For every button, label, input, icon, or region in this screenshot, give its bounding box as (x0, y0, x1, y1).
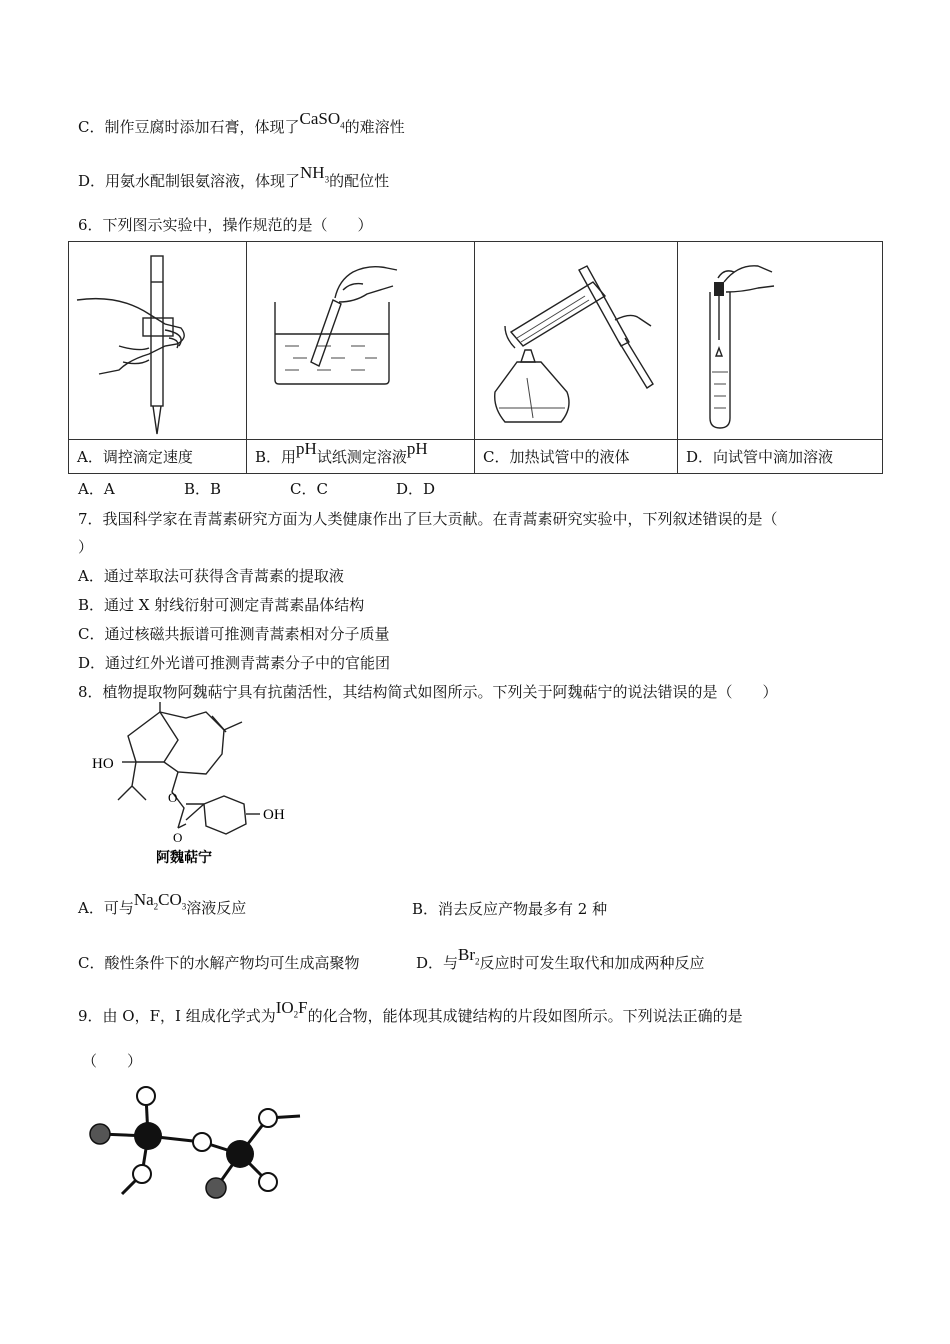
figure-dropper (678, 242, 883, 440)
caption-d: D．向试管中滴加溶液 (678, 440, 883, 474)
choice-b[interactable]: B．B (184, 480, 222, 498)
structure-figure (88, 700, 308, 870)
q8-stem: 8．植物提取物阿魏萜宁具有抗菌活性，其结构简式如图所示。下列关于阿魏萜宁的说法错误的是（ ） (78, 683, 778, 701)
label-ho: HO (92, 756, 114, 772)
q7-option-a: A．通过萃取法可获得含青蒿素的提取液 (78, 567, 344, 585)
q9-stem: 9．由 O，F，I 组成化学式为$IO_2F$的化合物，能体现其成键结构的片段如图所示。下列说法正确的是 (78, 998, 743, 1025)
q7-option-d: D．通过红外光谱可推测青蒿素分子中的官能团 (78, 654, 391, 672)
choice-d[interactable]: D．D (396, 480, 436, 498)
caption-b: B．用pH试纸测定溶液pH (247, 440, 475, 474)
label-ester-o: O (168, 790, 178, 805)
q8-option-c: C．酸性条件下的水解产物均可生成高聚物 (78, 954, 360, 972)
chem-formula: $IO_2F$ (275, 998, 308, 1020)
structure-caption: 阿魏萜宁 (156, 850, 212, 866)
q7-stem: 7．我国科学家在青蒿素研究方面为人类健康作出了巨大贡献。在青蒿素研究实验中，下列叙述错误的是（ (78, 510, 778, 528)
choice-c[interactable]: C．C (290, 480, 328, 498)
q6-stem: 6．下列图示实验中，操作规范的是（ ） (78, 216, 373, 234)
label-oh: OH (263, 807, 285, 823)
q5-option-d: D．用氨水配制银氨溶液，体现了$NH_3$的配位性 (78, 163, 390, 190)
figure-ph-paper (247, 242, 475, 440)
figure-heating-tube (475, 242, 678, 440)
q7-option-b: B．通过 X 射线衍射可测定青蒿素晶体结构 (78, 596, 365, 614)
figure-burette (69, 242, 247, 440)
q8-option-d: D．与$Br_2$反应时可发生取代和加成两种反应 (416, 945, 705, 972)
chem-formula: $Na_2CO_3$ (133, 890, 187, 912)
q6-figure-table (68, 241, 883, 474)
label-carbonyl-o: O (173, 830, 183, 845)
bond-structure-figure (80, 1082, 310, 1202)
q7-option-c: C．通过核磁共振谱可推测青蒿素相对分子质量 (78, 625, 390, 643)
q5-option-c: C．制作豆腐时添加石膏，体现了CaSO$_4$的难溶性 (78, 109, 405, 136)
q8-option-b: B．消去反应产物最多有 2 种 (412, 900, 608, 918)
caption-c: C．加热试管中的液体 (475, 440, 678, 474)
q8-option-a: A．可与$Na_2CO_3$溶液反应 (78, 890, 247, 917)
q7-stem-paren: ） (78, 538, 94, 556)
caption-a: A．调控滴定速度 (69, 440, 247, 474)
chem-formula: $Br_2$ (458, 945, 480, 967)
choice-a[interactable]: A．A (78, 480, 115, 498)
q6-choices (78, 478, 502, 499)
q9-paren: （ ） (82, 1052, 143, 1070)
chem-formula: $NH_3$ (300, 163, 330, 185)
chem-formula: CaSO$_4$ (299, 109, 345, 131)
